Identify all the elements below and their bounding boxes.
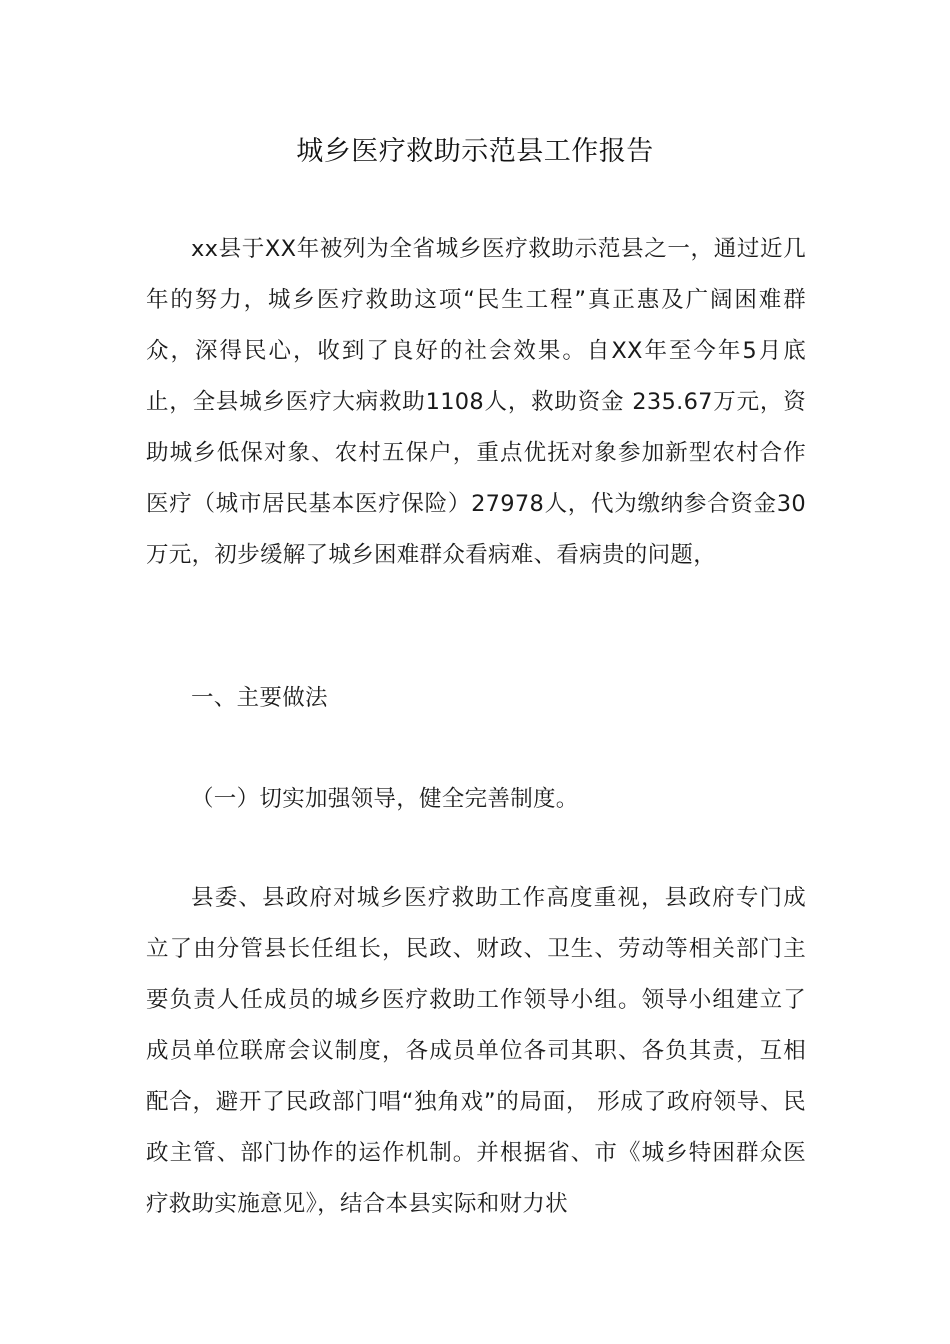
body-paragraph-leadership: 县委、县政府对城乡医疗救助工作高度重视，县政府专门成立了由分管县长任组长，民政、财政、卫生、劳动等相关部门主要负责人任成员的城乡医疗救助工作领导小组。领导小组建立了成员单位联席会议制度，各成员单位各司其职、各负其责，互相配合，避开了民政部门唱“独角戏”的局面， 形成了政府领导、民政主管、部门协作的运作机制。并根据省、市《城乡特困群众医疗救助实施意见》，结合本县实际和财力状 [146,885,806,1217]
body-paragraph-intro: xx县于XX年被列为全省城乡医疗救助示范县之一，通过近几年的努力，城乡医疗救助这项“民生工程”真正惠及广阔困难群众，深得民心，收到了良好的社会效果。自XX年至今年5月底止，全县城乡医疗大病救助1108人，救助资金 235.67万元，资助城乡低保对象、农村五保户，重点优抚对象参加新型农村合作医疗（城市居民基本医疗保险）27978人，代为缴纳参合资金30万元，初步缓解了城乡困难群众看病难、看病贵的问题， [146,236,806,568]
section-heading: 一、主要做法 [191,685,328,711]
document-title: 城乡医疗救助示范县工作报告 [296,136,654,167]
subsection-heading: （一）切实加强领导，健全完善制度。 [191,786,579,812]
